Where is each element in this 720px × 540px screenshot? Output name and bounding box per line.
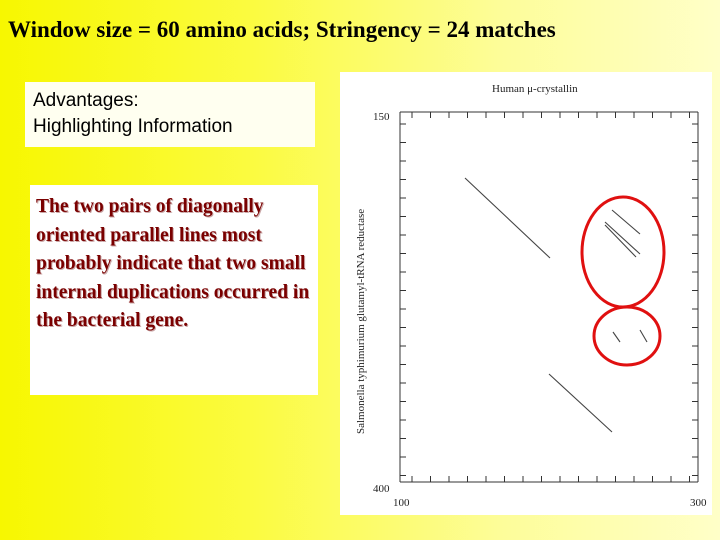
highlight-ellipse-lower (594, 307, 660, 365)
advantages-heading: Advantages: (33, 90, 139, 111)
diagonal-segment (605, 225, 636, 257)
x-end-label: 300 (690, 497, 707, 509)
diagonal-segment (612, 210, 640, 234)
dot-plot-svg (340, 72, 712, 515)
y-start-label: 150 (373, 111, 390, 123)
plot-top-label: Human μ-crystallin (492, 83, 578, 95)
diagonal-segment (549, 374, 612, 432)
highlight-ellipse-upper (582, 197, 664, 307)
plot-axes (400, 112, 698, 482)
slide-title: Window size = 60 amino acids; Stringency = 24 matches (8, 17, 556, 42)
diagonal-segment (640, 330, 647, 342)
diagonal-segment (605, 222, 640, 254)
advantages-box (25, 82, 315, 147)
y-end-label: 400 (373, 483, 390, 495)
x-start-label: 100 (393, 497, 410, 509)
advantages-subheading: Highlighting Information (33, 116, 233, 137)
dot-plot-figure (340, 72, 712, 515)
diagonal-segment (613, 332, 620, 342)
plot-side-label: Salmonella typhimurium glutamyl-tRNA reductase (355, 208, 367, 434)
diagonal-segment (465, 178, 550, 258)
description-box (30, 185, 318, 395)
diagonal-lines (465, 178, 647, 432)
description-text: The two pairs of diagonally oriented parallel lines most probably indicate that two small internal duplications occurred in the bacterial gene. (36, 196, 310, 331)
